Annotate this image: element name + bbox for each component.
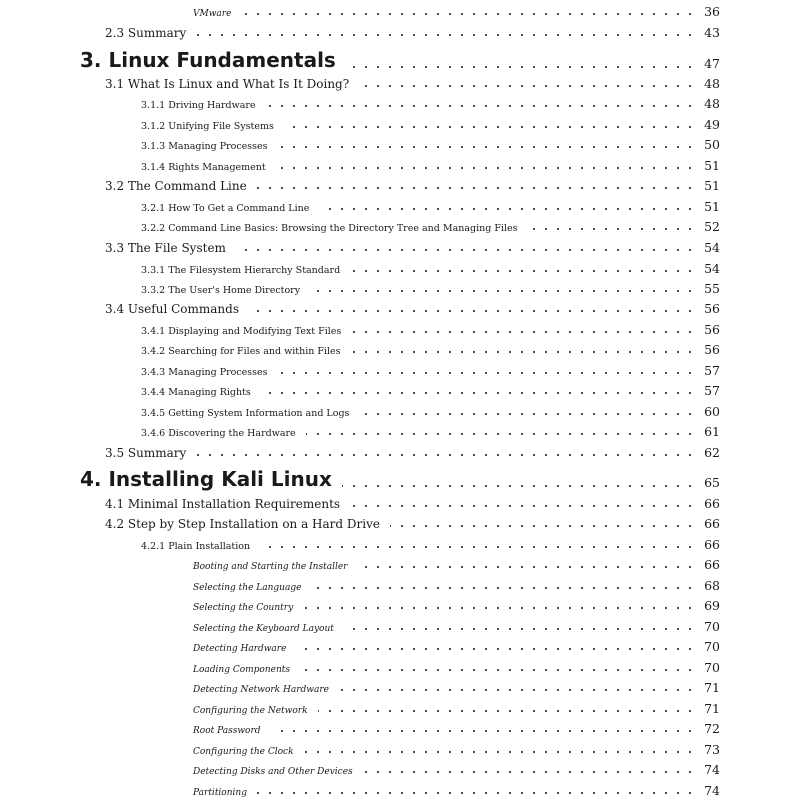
toc-entry-subsub [0,614,800,634]
toc-entry-title: Selecting the Keyboard Layout [193,624,340,634]
toc-entry-page-number: 66 [698,496,720,511]
dot-leader [257,791,696,795]
toc-entry-page-number: 65 [698,475,720,490]
dot-leader [351,350,696,354]
toc-entry-subsub [0,634,800,654]
toc-entry-page-number: 66 [698,537,720,552]
toc-entry-page-number: 55 [698,281,720,296]
toc-entry-subsub [0,778,800,798]
dot-leader [359,412,696,416]
toc-entry-sub [0,91,800,111]
toc-entry-page-number: 51 [698,178,720,193]
toc-entry-page-number: 56 [698,342,720,357]
toc-entry-sub [0,419,800,439]
toc-entry-section [0,440,800,460]
toc-entry-title: 3.1.3 Managing Processes [141,141,274,152]
toc-entry-title: Configuring the Network [193,706,314,716]
dot-leader [276,166,696,170]
toc-entry-page-number: 68 [698,578,720,593]
toc-entry-page-number: 66 [698,516,720,531]
toc-entry-page-number: 72 [698,721,720,736]
toc-entry-subsub [0,593,800,613]
toc-entry-page-number: 52 [698,219,720,234]
toc-entry-title: 3.4.1 Displaying and Modifying Text Files [141,326,347,337]
dot-leader [339,688,696,692]
toc-entry-page-number: 47 [698,56,720,71]
toc-entry-page-number: 74 [698,762,720,777]
toc-entry-sub [0,358,800,378]
toc-entry-sub [0,337,800,357]
dot-leader [261,391,696,395]
toc-entry-page-number: 71 [698,701,720,716]
toc-entry-page-number: 48 [698,96,720,111]
toc-entry-sub [0,276,800,296]
toc-entry-subsub [0,552,800,572]
toc-entry-page-number: 70 [698,619,720,634]
toc-entry-title: 3.4 Useful Commands [105,302,245,316]
dot-leader [303,606,696,610]
toc-entry-section [0,511,800,531]
toc-entry-sub [0,132,800,152]
dot-leader [304,750,696,754]
dot-leader [363,770,696,774]
dot-leader [357,565,696,569]
toc-entry-page-number: 51 [698,158,720,173]
toc-entry-section [0,20,800,40]
toc-entry-page-number: 66 [698,557,720,572]
toc-entry-page-number: 69 [698,598,720,613]
toc-entry-chapter [0,42,800,72]
toc-entry-title: 3.1.2 Unifying File Systems [141,121,280,132]
toc-entry-title: Detecting Disks and Other Devices [193,767,359,777]
toc-entry-title: 4. Installing Kali Linux [80,467,338,491]
dot-leader [390,524,696,528]
dot-leader [300,668,696,672]
toc-entry-sub [0,399,800,419]
toc-entry-page-number: 74 [698,783,720,798]
toc-entry-section [0,235,800,255]
toc-entry-title: 3.2.2 Command Line Basics: Browsing the Directory Tree and Managing Files [141,223,524,234]
toc-entry-sub [0,532,800,552]
toc-entry-subsub [0,675,800,695]
toc-entry-title: 3.4.3 Managing Processes [141,367,274,378]
dot-leader [284,125,696,129]
toc-entry-title: 3.1.1 Driving Hardware [141,100,262,111]
toc-entry-page-number: 70 [698,660,720,675]
toc-entry-page-number: 43 [698,25,720,40]
toc-entry-title: 3.4.5 Getting System Information and Logs [141,408,355,419]
dot-leader [528,227,696,231]
toc-entry-title: 3.4.2 Searching for Files and within Files [141,346,347,357]
toc-entry-subsub [0,573,800,593]
dot-leader [344,627,696,631]
dot-leader [196,453,696,457]
toc-entry-page-number: 61 [698,424,720,439]
toc-entry-page-number: 54 [698,261,720,276]
toc-entry-page-number: 50 [698,137,720,152]
toc-entry-title: Selecting the Country [193,603,299,613]
toc-entry-section [0,491,800,511]
toc-entry-title: VMware [193,9,237,19]
toc-entry-title: 4.2.1 Plain Installation [141,541,256,552]
toc-entry-title: 3. Linux Fundamentals [80,48,342,72]
dot-leader [296,647,696,651]
dot-leader [249,309,696,313]
dot-leader [311,586,696,590]
toc-entry-page-number: 36 [698,4,720,19]
toc-entry-page-number: 54 [698,240,720,255]
toc-entry-subsub [0,737,800,757]
toc-entry-title: 3.1 What Is Linux and What Is It Doing? [105,77,355,91]
dot-leader [359,84,696,88]
toc-entry-sub [0,112,800,132]
dot-leader [342,484,696,488]
toc-entry-page-number: 62 [698,445,720,460]
toc-entry-page-number: 48 [698,76,720,91]
dot-leader [241,12,696,16]
toc-entry-subsub [0,0,800,19]
dot-leader [306,432,696,436]
toc-entry-title: 2.3 Summary [105,26,192,40]
dot-leader [351,330,696,334]
toc-entry-sub [0,317,800,337]
toc-entry-title: Booting and Starting the Installer [193,562,353,572]
dot-leader [278,371,696,375]
toc-entry-page-number: 60 [698,404,720,419]
toc-entry-page-number: 49 [698,117,720,132]
toc-entry-subsub [0,716,800,736]
toc-entry-title: Partitioning [193,788,253,798]
toc-entry-title: 3.2.1 How To Get a Command Line [141,203,315,214]
toc-entry-sub [0,378,800,398]
dot-leader [260,545,696,549]
dot-leader [271,729,696,733]
dot-leader [236,248,696,252]
toc-entry-title: Configuring the Clock [193,747,300,757]
dot-leader [310,289,696,293]
dot-leader [196,33,696,37]
toc-entry-title: 3.3.1 The Filesystem Hierarchy Standard [141,265,346,276]
dot-leader [278,145,696,149]
toc-entry-section [0,296,800,316]
toc-entry-title: 3.2 The Command Line [105,179,253,193]
toc-entry-title: 3.4.4 Managing Rights [141,387,257,398]
toc-entry-page-number: 71 [698,680,720,695]
toc-entry-title: 4.1 Minimal Installation Requirements [105,497,346,511]
toc-entry-title: 3.3 The File System [105,241,232,255]
toc-entry-title: 3.4.6 Discovering the Hardware [141,428,302,439]
toc-entry-title: 3.5 Summary [105,446,192,460]
toc-entry-page-number: 70 [698,639,720,654]
toc-entry-title: 3.1.4 Rights Management [141,162,272,173]
toc-entry-title: 3.3.2 The User's Home Directory [141,285,306,296]
dot-leader [350,269,696,273]
toc-entry-page-number: 51 [698,199,720,214]
dot-leader [318,709,696,713]
toc-entry-title: Detecting Network Hardware [193,685,335,695]
dot-leader [257,186,696,190]
toc-entry-page-number: 57 [698,363,720,378]
toc-entry-title: Selecting the Language [193,583,307,593]
toc-entry-sub [0,256,800,276]
toc-entry-sub [0,153,800,173]
toc-entry-section [0,71,800,91]
dot-leader [346,65,696,69]
toc-entry-section [0,173,800,193]
toc-entry-title: Root Password [193,726,267,736]
toc-entry-title: 4.2 Step by Step Installation on a Hard Drive [105,517,386,531]
toc-entry-page-number: 56 [698,301,720,316]
dot-leader [350,504,696,508]
toc-entry-page-number: 57 [698,383,720,398]
toc-entry-sub [0,214,800,234]
toc-entry-title: Detecting Hardware [193,644,292,654]
toc-entry-subsub [0,696,800,716]
toc-entry-title: Loading Components [193,665,296,675]
toc-entry-page-number: 56 [698,322,720,337]
toc-entry-subsub [0,757,800,777]
dot-leader [266,104,696,108]
toc-entry-page-number: 73 [698,742,720,757]
dot-leader [319,207,696,211]
toc-entry-chapter [0,461,800,491]
toc-entry-sub [0,194,800,214]
toc-entry-subsub [0,655,800,675]
